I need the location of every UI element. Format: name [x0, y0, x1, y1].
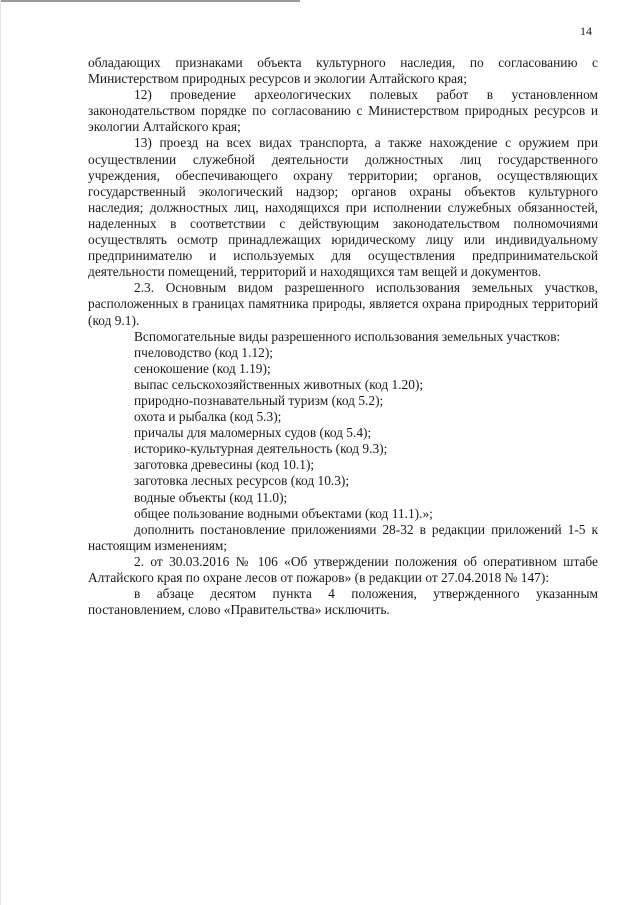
list-item: заготовка древесины (код 10.1); — [134, 457, 315, 473]
list-item: общее пользование водными объектами (код 11.1).»; — [134, 505, 433, 521]
paragraph-auxiliary-uses-heading: Вспомогательные виды разрешенного использования земельных участков: — [134, 328, 561, 344]
paragraph-item-12: 12) проведение археологических полевых работ в установленном законодательством порядке по согласованию с Министерством природных ресурсов и экологии Алтайского края; — [88, 87, 598, 135]
paragraph-cultural-heritage-continuation: обладающих признаками объекта культурного наследия, по согласованию с Министерством природных ресурсов и экологии Алтайского края; — [88, 55, 598, 87]
paragraph-item-13: 13) проезд на всех видах транспорта, а также нахождение с оружием при осуществлении служебной деятельности должностных лиц государственного учреждения, обеспечивающего охрану территории; органов, осуществляющих государственный экологический надзор; органов охраны объектов культурного наследия; должностных лиц, находящихся при исполнении служебных обязанностей, наделенных в соответствии с действующим законодательством полномочиями осуществлять осмотр принадлежащих юридическому лицу или индивидуальному предпринимателю и используемых для осуществления предпринимательской деятельности помещений, территорий и находящихся там вещей и документов. — [88, 135, 598, 280]
paragraph-add-appendices: дополнить постановление приложениями 28-32 в редакции приложений 1-5 к настоящим изменениям; — [88, 521, 598, 553]
list-item: водные объекты (код 11.0); — [134, 489, 288, 505]
list-item: сенокошение (код 1.19); — [134, 360, 271, 376]
list-item: историко-культурная деятельность (код 9.3); — [134, 441, 388, 457]
scan-left-edge — [0, 0, 1, 905]
paragraph-section-2-3: 2.3. Основным видом разрешенного использования земельных участков, расположенных в границах памятника природы, является охрана природных территорий (код 9.1). — [88, 280, 598, 328]
list-item: пчеловодство (код 1.12); — [134, 344, 274, 360]
paragraph-resolution-106: 2. от 30.03.2016 № 106 «Об утверждении положения об оперативном штабе Алтайского края по охране лесов от пожаров» (в редакции от 27.04.2018 № 147): — [88, 553, 598, 585]
list-item: заготовка лесных ресурсов (код 10.3); — [134, 473, 350, 489]
permitted-uses-list — [88, 345, 598, 522]
page-number: 14 — [580, 24, 592, 38]
list-item: причалы для маломерных судов (код 5.4); — [134, 425, 372, 441]
document-body — [88, 55, 598, 618]
scan-top-edge — [0, 0, 300, 2]
list-item: выпас сельскохозяйственных животных (код 1.20); — [134, 376, 424, 392]
list-item: охота и рыбалка (код 5.3); — [134, 409, 282, 425]
paragraph-amendment-instruction: в абзаце десятом пункта 4 положения, утвержденного указанным постановлением, слово «Правительства» исключить. — [88, 586, 598, 618]
list-item: природно-познавательный туризм (код 5.2); — [134, 392, 384, 408]
